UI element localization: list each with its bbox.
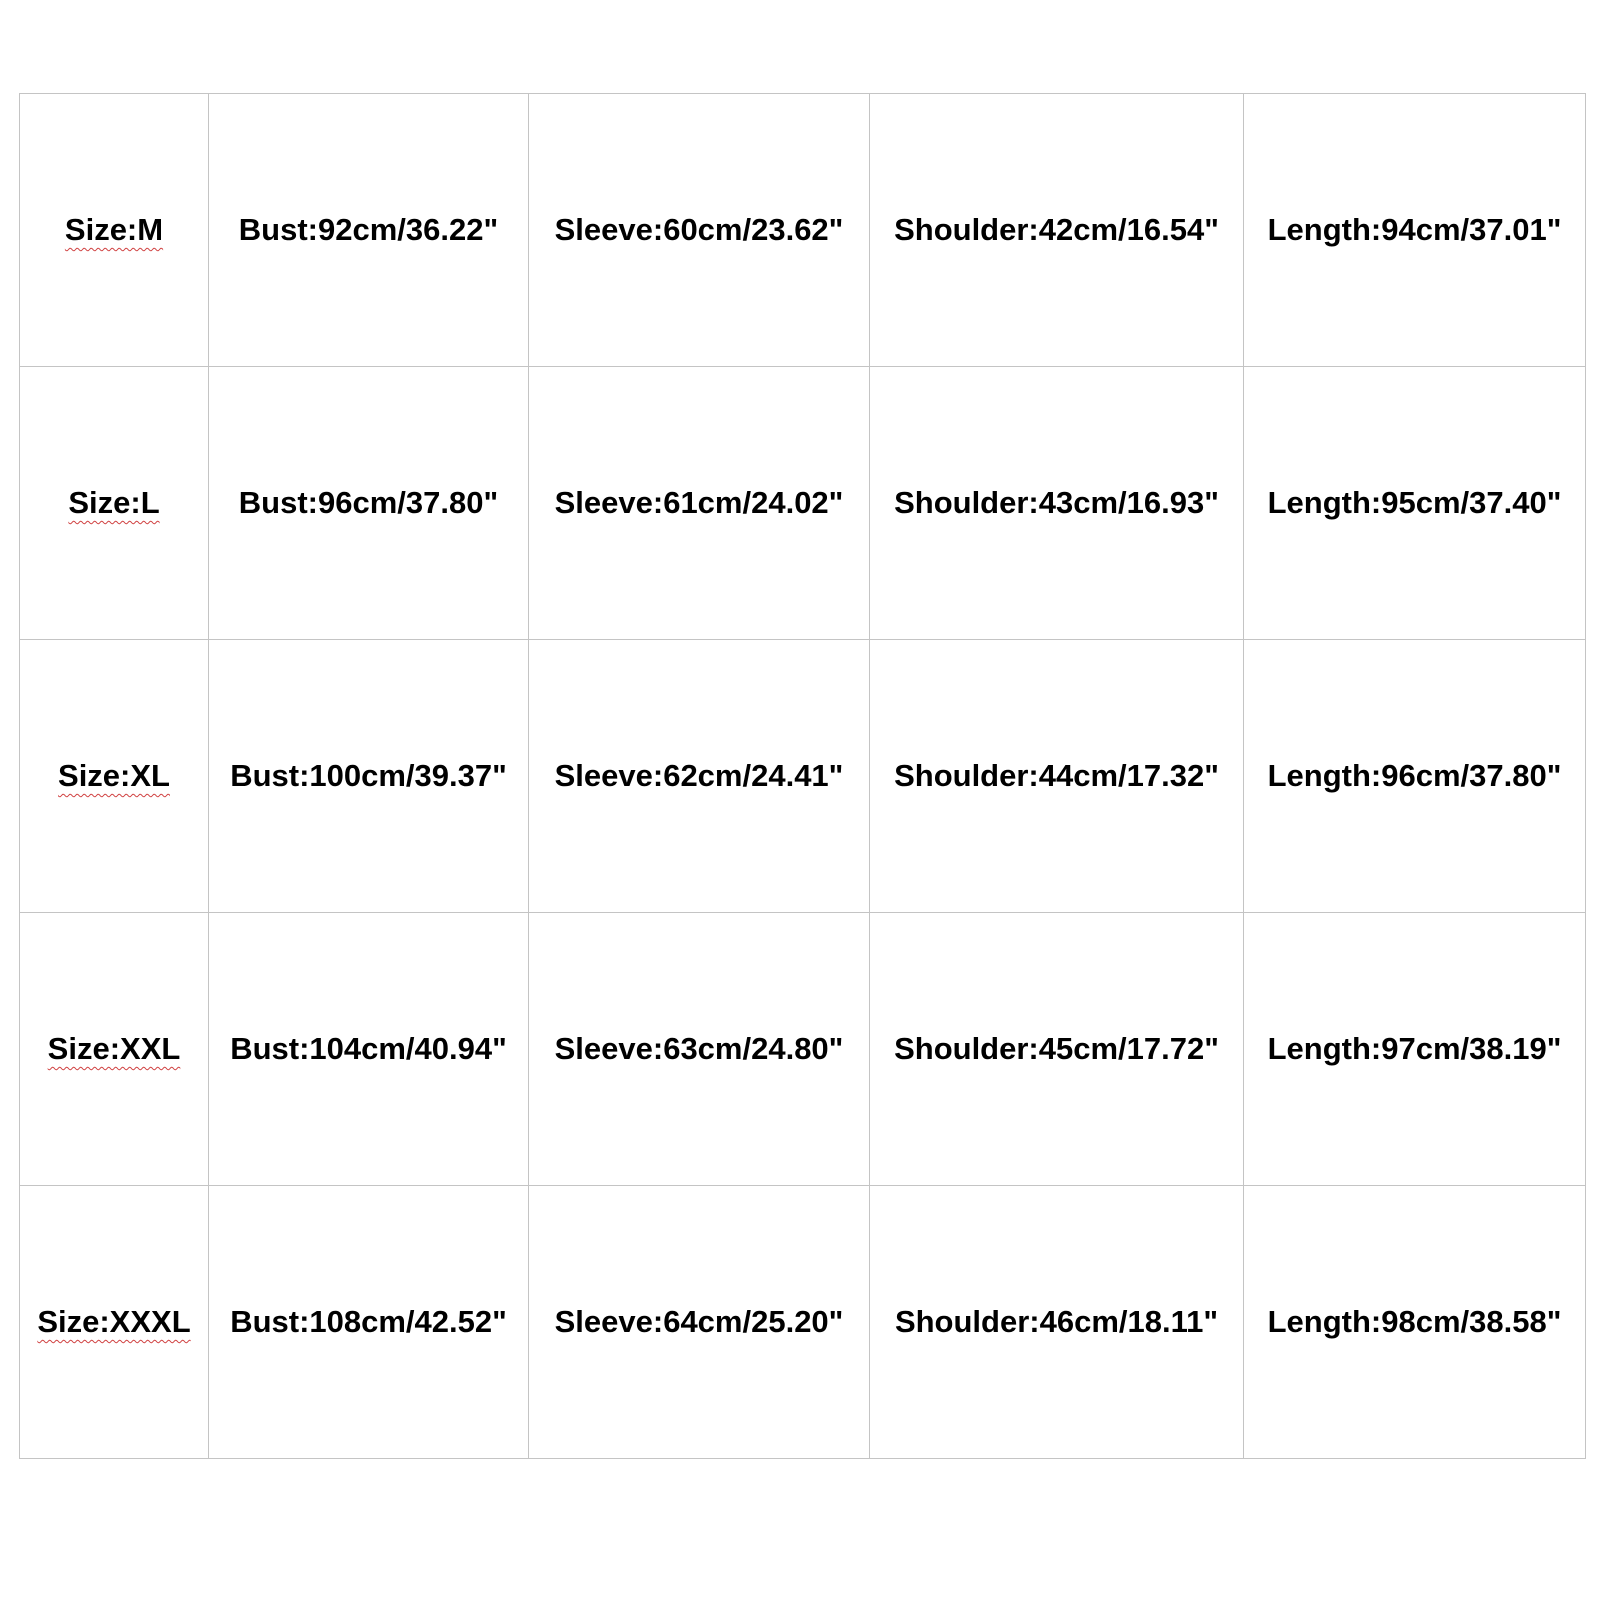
length-cell: Length:95cm/37.40"	[1244, 367, 1586, 640]
size-label: Size:XL	[58, 758, 170, 793]
size-label: Size:XXXL	[37, 1304, 191, 1339]
size-cell	[20, 913, 209, 1186]
length-cell: Length:98cm/38.58"	[1244, 1186, 1586, 1459]
sleeve-cell: Sleeve:64cm/25.20"	[529, 1186, 870, 1459]
size-row-xl	[20, 640, 1586, 913]
size-cell	[20, 94, 209, 367]
size-cell	[20, 367, 209, 640]
bust-cell: Bust:108cm/42.52"	[209, 1186, 529, 1459]
length-cell: Length:96cm/37.80"	[1244, 640, 1586, 913]
size-cell	[20, 640, 209, 913]
shoulder-cell: Shoulder:45cm/17.72"	[870, 913, 1244, 1186]
size-label: Size:L	[68, 485, 160, 520]
sleeve-cell: Sleeve:60cm/23.62"	[529, 94, 870, 367]
size-row-xxxl	[20, 1186, 1586, 1459]
shoulder-cell: Shoulder:44cm/17.32"	[870, 640, 1244, 913]
size-row-l	[20, 367, 1586, 640]
sleeve-cell: Sleeve:61cm/24.02"	[529, 367, 870, 640]
bust-cell: Bust:100cm/39.37"	[209, 640, 529, 913]
size-label: Size:M	[64, 212, 164, 247]
length-cell: Length:94cm/37.01"	[1244, 94, 1586, 367]
size-chart-table	[19, 93, 1586, 1459]
sleeve-cell: Sleeve:62cm/24.41"	[529, 640, 870, 913]
bust-cell: Bust:104cm/40.94"	[209, 913, 529, 1186]
sleeve-cell: Sleeve:63cm/24.80"	[529, 913, 870, 1186]
length-cell: Length:97cm/38.19"	[1244, 913, 1586, 1186]
shoulder-cell: Shoulder:42cm/16.54"	[870, 94, 1244, 367]
shoulder-cell: Shoulder:46cm/18.11"	[870, 1186, 1244, 1459]
size-row-xxl	[20, 913, 1586, 1186]
shoulder-cell: Shoulder:43cm/16.93"	[870, 367, 1244, 640]
size-cell	[20, 1186, 209, 1459]
bust-cell: Bust:92cm/36.22"	[209, 94, 529, 367]
size-label: Size:XXL	[47, 1031, 181, 1066]
size-row-m	[20, 94, 1586, 367]
bust-cell: Bust:96cm/37.80"	[209, 367, 529, 640]
